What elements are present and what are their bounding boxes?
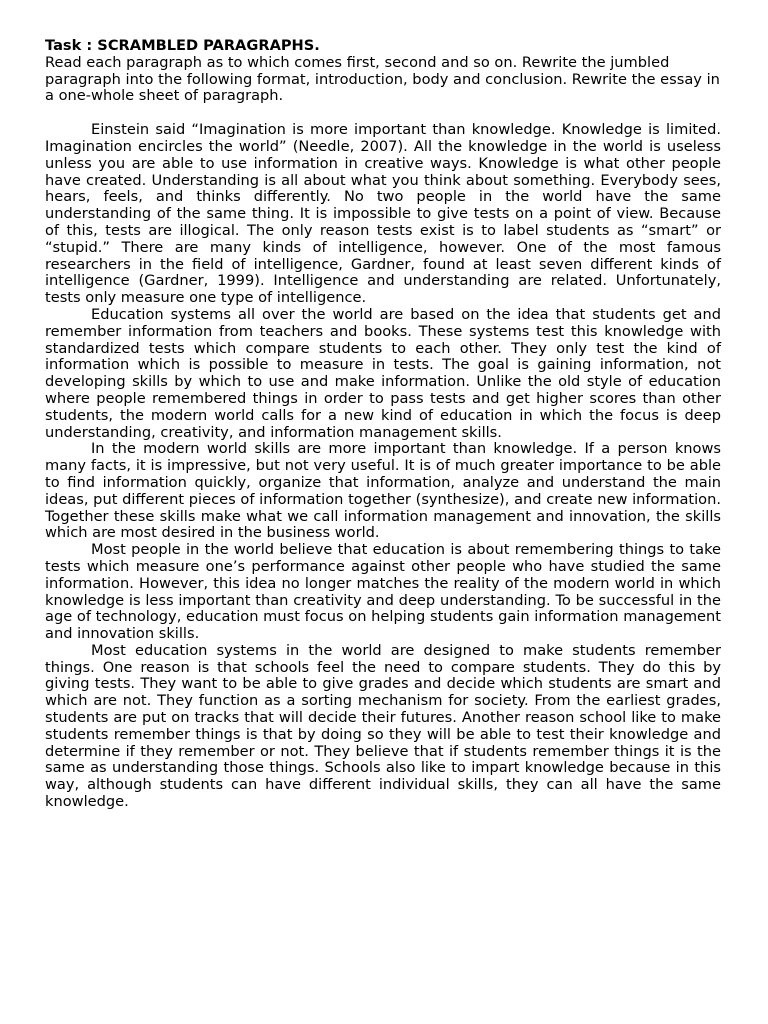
spacer (45, 105, 721, 122)
paragraph-education-systems: Education systems all over the world are based on the idea that students get and remember information from teachers and books. These systems test this knowledge with standardized tests which compare students to each other. They only test the kind of information which is possible to measure in tests. The goal is gaining information, not developing skills by which to use and make information. Unlike the old style of education where people remembered things in order to pass tests and get higher scores than other students, the modern world calls for a new kind of education in which the focus is deep understanding, creativity, and information management skills. (45, 305, 721, 441)
paragraph-modern-skills: In the modern world skills are more important than knowledge. If a person knows many facts, it is impressive, but not very useful. It is of much greater importance to be able to find information quickly, organize that information, analyze and understand the main ideas, put different pieces of information together (synthesize), and create new information. Together these skills make what we call information management and innovation, the skills which are most desired in the business world. (45, 440, 721, 542)
paragraph-most-people: Most people in the world believe that education is about remembering things to take tests which measure one’s performance against other people who have studied the same information. However, this idea no longer matches the reality of the modern world in which knowledge is less important than creativity and deep understanding. To be successful in the age of technology, education must focus on helping students gain information management and innovation skills. (45, 541, 721, 643)
paragraph-remember-things: Most education systems in the world are designed to make students remember things. One reason is that schools feel the need to compare students. They do this by giving tests. They want to be able to give grades and decide which students are smart and which are not. They function as a sorting mechanism for society. From the earliest grades, students are put on tracks that will decide their futures. Another reason school like to make students remember things is that by doing so they will be able to test their knowledge and determine if they remember or not. They believe that if students remember things it is the same as understanding those things. Schools also like to impart knowledge because in this way, although students can have different individual skills, they can all have the same knowledge. (45, 641, 721, 811)
task-title: Task : SCRAMBLED PARAGRAPHS. (45, 37, 320, 54)
paragraph-einstein: Einstein said “Imagination is more important than knowledge. Knowledge is limited. Imagination encircles the world” (Needle, 2007). All the knowledge in the world is useless unless you are able to use information in creative ways. Knowledge is what other people have created. Understanding is all about what you think about something. Everybody sees, hears, feels, and thinks differently. No two people in the world have the same understanding of the same thing. It is impossible to give tests on a point of view. Because of this, tests are illogical. The only reason tests exist is to label students as “smart” or “stupid.” There are many kinds of intelligence, however. One of the most famous researchers in the field of intelligence, Gardner, found at least seven different kinds of intelligence (Gardner, 1999). Intelligence and understanding are related. Unfortunately, tests only measure one type of intelligence. (45, 121, 721, 307)
document-page (45, 38, 721, 811)
task-instructions: Read each paragraph as to which comes first, second and so on. Rewrite the jumbled paragraph into the following format, introduction, body and conclusion. Rewrite the essay in a one-whole sheet of paragraph. (45, 53, 720, 105)
